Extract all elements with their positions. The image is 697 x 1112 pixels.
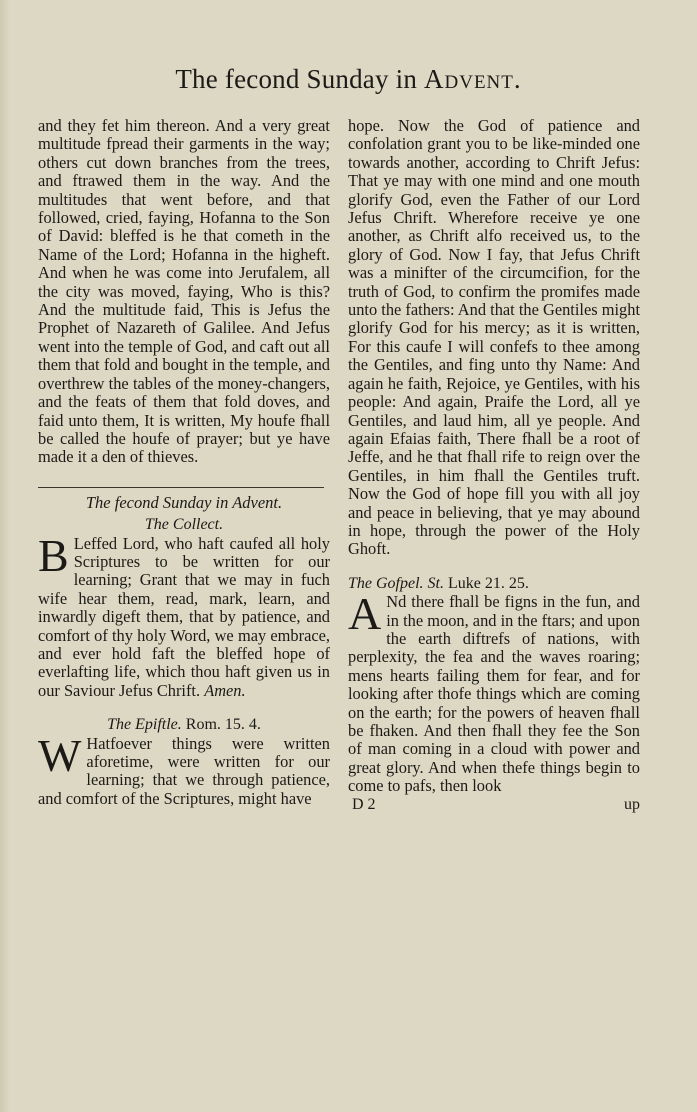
epistle-label: The Epiftle. <box>107 716 182 734</box>
right-column <box>348 117 640 814</box>
signature-mark: D 2 <box>352 795 376 813</box>
epistle-heading <box>38 716 330 734</box>
page-header <box>0 64 697 104</box>
gospel-label: The Gofpel. <box>348 574 424 592</box>
epistle-dropcap: W <box>38 729 82 781</box>
gospel-ref-saint: St. <box>427 574 444 592</box>
catchword: up <box>624 795 640 813</box>
gospel-ref: Luke 21. 25. <box>448 574 529 592</box>
collect-dropcap: B <box>38 529 69 581</box>
collect-text: Leffed Lord, who haft caufed all holy Scriptures to be written for our learning; Grant that we may in fuch wife hear them, read, mark, learn, and inwardly digeft them, that by patience, and comfort of thy holy Word, we may embrace, and ever hold faft the bleffed hope of everlafting life, which thou haft given us in our Saviour Jefus Chrift. <box>38 533 330 700</box>
gospel-continuation: and they fet him thereon. And a very great multitude fpread their garments in the way; others cut down branches from the trees, and ftrawed them in the way. And the multitudes that went before, and that followed, cried, faying, Hofanna to the Son of David: bleffed is he that cometh in the Name of the Lord; Hofanna in the higheft. And when he was come into Jerufalem, all the city was moved, faying, Who is this? And the multitude faid, This is Jefus the Prophet of Nazareth of Galilee. And Jefus went into the temple of God, and caft out all them that fold and bought in the temple, and overthrew the tables of the money-changers, and the feats of them that fold doves, and faid unto them, It is written, My houfe fhall be called the houfe of prayer; but ye have made it a den of thieves. <box>38 116 330 467</box>
section-title: The fecond Sunday in Advent. <box>85 492 283 512</box>
left-column <box>38 117 330 808</box>
epistle-continuation: hope. Now the God of patience and confolation grant you to be like-minded one towards another, according to Chrift Jefus: That ye may with one mind and one mouth glorify God, even the Father of our Lord Jefus Chrift. Wherefore receive ye one another, as Chrift alfo received us, to the glory of God. Now I fay, that Jefus Chrift was a minifter of the circumcifion, for the truth of God, to confirm the promifes made unto the fathers: And that the Gentiles might glorify God for his mercy; as it is written, For this caufe I will confefs to thee among the Gentiles, and fing unto thy Name: And again he faith, Rejoice, ye Gentiles, with his people: And again, Praife the Lord, all ye Gentiles, and laud him, all ye people. And again Efaias faith, There fhall be a root of Jeffe, and he that fhall rife to reign over the Gentiles, in him fhall the Gentiles truft. Now the God of hope fill you with all joy and peace in believing, that ye may abound in hope, through the power of the Holy Ghoft. <box>348 116 640 559</box>
collect-title: The Collect. <box>144 516 224 534</box>
gospel-dropcap: A <box>348 588 382 640</box>
page-footer <box>348 796 640 814</box>
epistle-ref: Rom. 15. 4. <box>185 716 261 734</box>
epistle-paragraph <box>38 729 330 809</box>
amen: Amen. <box>204 680 246 700</box>
gospel-heading <box>348 575 640 593</box>
epistle-text: Hatfoever things were written aforetime, were written for our learning; that we through patience, and comfort of the Scriptures, might have <box>38 733 330 808</box>
gospel-text: Nd there fhall be figns in the fun, and in the moon, and in the ftars; and upon the earth diftrefs of nations, with perplexity, the fea and the waves roaring; mens hearts failing them for fear, and for looking after thofe things which are coming on the earth; for the powers of heaven fhall be fhaken. And then fhall they fee the Son of man coming in a cloud with power and great glory. And when thefe things begin to come to pafs, then look <box>348 592 640 796</box>
header-title-advent: Advent. <box>424 64 522 94</box>
header-title: The fecond Sunday in <box>175 64 418 94</box>
collect-paragraph <box>38 529 330 701</box>
section-divider <box>38 487 324 488</box>
gospel-paragraph <box>348 588 640 796</box>
